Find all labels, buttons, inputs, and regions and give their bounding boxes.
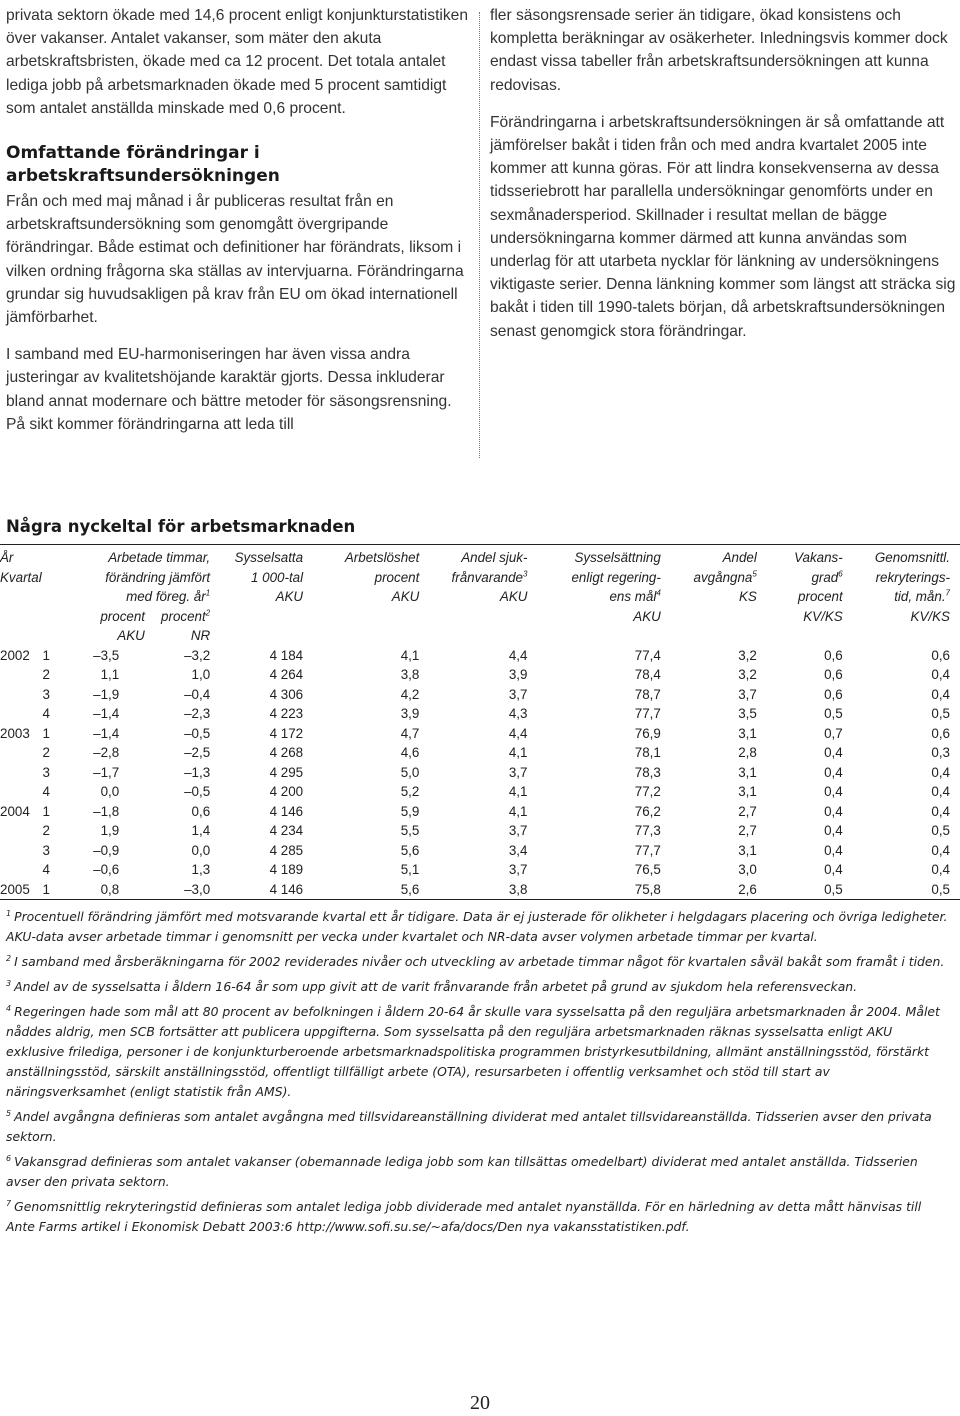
- table-row: [0, 821, 960, 841]
- table-cell-nr: 1,3: [191, 862, 211, 877]
- table-row: [0, 724, 960, 744]
- table-cell-unemp: 5,0: [400, 764, 420, 780]
- table-row: [0, 743, 960, 763]
- table-cell-unemp: 3,9: [400, 706, 420, 721]
- table-cell-unemp: 4,6: [400, 745, 420, 760]
- table-cell-sep: 2,7: [738, 803, 757, 819]
- table-cell-goal: 76,9: [634, 725, 661, 741]
- table-cell-emp: 4 306: [269, 686, 304, 702]
- table-cell-aku: –0,6: [93, 862, 120, 877]
- table-cell-aku: –1,4: [93, 725, 120, 741]
- table-cell-rec: 0,3: [931, 745, 950, 760]
- table-cell-nr: 0,6: [191, 803, 211, 819]
- table-cell-rec: 0,6: [931, 725, 950, 741]
- table-cell-sick: 4,3: [508, 706, 528, 721]
- table-cell-nr: 0,0: [191, 842, 211, 858]
- table-cell-q: 3: [42, 842, 50, 858]
- table-cell-sick: 3,4: [508, 842, 528, 858]
- table-cell-sick: 3,7: [508, 686, 528, 702]
- table-cell-nr: –3,2: [184, 647, 211, 663]
- table-cell-sick: 3,8: [419, 880, 527, 900]
- header-separations: Andel avgångna$^5$ KS: [693, 550, 757, 604]
- table-cell-aku: 1,1: [100, 667, 120, 682]
- key-figures-table: [0, 548, 960, 900]
- table-cell-goal: 78,7: [634, 686, 661, 702]
- table-cell-sep: 3,2: [738, 647, 757, 663]
- table-cell-aku: –1,9: [93, 686, 120, 702]
- table-cell-unemp: 5,1: [400, 862, 420, 877]
- table-cell-vac: 0,4: [824, 784, 843, 799]
- table-cell-sep: 3,1: [738, 725, 757, 741]
- table-cell-goal: 77,7: [634, 706, 661, 721]
- body-paragraph: Förändringarna i arbetskraftsundersökningen är så omfattande att jämförelser bakåt i tiden från och med andra kvartalet 2005 inte kommer att kunna göras. För att lindra konsekvenserna av dessa tidsseriebrott har parallella undersökningar genomförts under en sexmånadersperiod. Skillnader i resultat mellan de bägge undersökningarna kommer därmed att kunna användas som underlag för att utarbeta nycklar för länkning av undersökningens viktigaste serier. Denna länkning kommer som längst att sträcka sig bakåt i tiden till 1990-talets början, då arbetskraftsundersökningen senast genomgick stora förändringar.: [490, 113, 956, 340]
- table-cell-goal: 77,7: [634, 842, 661, 858]
- table-cell-vac: 0,5: [824, 706, 843, 721]
- table-cell-q: 2: [42, 823, 50, 838]
- header-employment-goal: Sysselsättning enligt regering- ens mål$^4$ AKU: [571, 550, 661, 624]
- footnote-text: Procentuell förändring jämfört med motsvarande kvartal ett år tidigare. Data är ej justerade för olikheter i helgdagars placering och övriga ledigheter. AKU-data avser arbetade timmar i genomsnitt per vecka under kvartalet och NR-data avser volymen arbetade timmar per kvartal.: [6, 909, 948, 944]
- header-year: År Kvartal: [0, 550, 42, 585]
- header-vacancy-rate: Vakans- grad$^6$ procent KV/KS: [794, 550, 843, 624]
- footnote-text: I samband med årsberäkningarna för 2002 reviderades nivåer och utveckling av arbetade timmar något för kvartalen såväl bakåt som framåt i tiden.: [14, 954, 945, 969]
- table-cell-emp: 4 200: [269, 784, 304, 799]
- table-body: [0, 646, 960, 900]
- header-sick-absence: Andel sjuk- frånvarande$^3$ AKU: [451, 550, 528, 604]
- header-employed: Sysselsatta 1 000-tal AKU: [234, 550, 304, 604]
- table-cell-sep: 3,5: [738, 706, 757, 721]
- table-cell-year: 2002: [0, 647, 30, 663]
- table-cell-nr: –0,4: [184, 686, 211, 702]
- table-cell-emp: 4 264: [269, 667, 304, 682]
- header-recruitment-time: Genomsnittl. rekryterings- tid, mån.$^7$ KV/KS: [874, 550, 950, 624]
- table-cell-goal: 76,5: [634, 862, 661, 877]
- table-cell-sep: 2,6: [661, 880, 757, 900]
- footnote-text: Vakansgrad definieras som antalet vakanser (obemannade lediga jobb som kan tillsättas omedelbart) dividerat med antalet anställda. Tidsserien avser den privata sektorn.: [6, 1154, 918, 1189]
- table-cell-q: 1: [42, 725, 50, 741]
- table-cell-goal: 77,4: [634, 647, 661, 663]
- footnote: [6, 952, 950, 972]
- table-cell-unemp: 5,9: [400, 803, 420, 819]
- page-number: 20: [470, 1392, 490, 1414]
- column-divider: [479, 12, 480, 458]
- footnote-text: Andel av de sysselsatta i åldern 16-64 år som upp givit att de varit frånvarande från arbetet på grund av sjukdom hela referensveckan.: [14, 979, 858, 994]
- table-cell-year: 2003: [0, 725, 30, 741]
- footnote-text: Andel avgångna definieras som antalet avgångna med tillsvidareanställning dividerat med antalet tillsvidareanställda. Tidsserien avser den privata sektorn.: [6, 1109, 932, 1144]
- table-cell-sick: 3,7: [508, 823, 528, 838]
- table-header-row: [0, 548, 960, 646]
- table-cell-nr: –2,5: [184, 745, 211, 760]
- table-cell-q: 4: [42, 706, 50, 721]
- table-cell-emp: 4 234: [269, 823, 304, 838]
- table-row: [0, 802, 960, 822]
- table-cell-sep: 2,8: [738, 745, 757, 760]
- table-row: [0, 841, 960, 861]
- table-cell-sick: 3,9: [508, 667, 528, 682]
- table-cell-sick: 4,1: [508, 745, 528, 760]
- table-cell-sick: 4,4: [508, 647, 528, 663]
- table-cell-goal: 78,1: [634, 745, 661, 760]
- table-cell-sick: 3,7: [508, 862, 528, 877]
- section-heading: Omfattande förändringar i arbetskraftsundersökningen: [6, 143, 280, 187]
- footnote-number: 1: [6, 908, 12, 918]
- table-cell-nr: –0,5: [184, 725, 211, 741]
- table-cell-rec: 0,4: [931, 667, 950, 682]
- table-cell-emp: 4 146: [269, 803, 304, 819]
- table-top-rule: [0, 544, 960, 545]
- table-cell-unemp: 4,2: [400, 686, 420, 702]
- table-cell-vac: 0,4: [824, 745, 843, 760]
- table-cell-rec: 0,6: [931, 647, 950, 663]
- table-cell-sep: 3,7: [738, 686, 757, 702]
- table-cell-rec: 0,4: [931, 686, 950, 702]
- table-cell-unemp: 5,2: [400, 784, 420, 799]
- table-cell-q: 4: [42, 784, 50, 799]
- footnote-number: 7: [6, 1198, 12, 1208]
- table-cell-rec: 0,4: [931, 764, 950, 780]
- table-cell-unemp: 5,6: [303, 880, 419, 900]
- table-cell-year: [0, 860, 42, 880]
- table-cell-rec: 0,5: [931, 706, 950, 721]
- table-cell-goal: 77,3: [634, 823, 661, 838]
- footnote-number: 5: [6, 1108, 12, 1118]
- body-paragraph: Från och med maj månad i år publiceras resultat från en arbetskraftsundersökning som genomgått övergripande förändringar. Både estimat och definitioner har förändrats, liksom i vilken ordning frågorna ska ställas av intervjuarna. Förändringarna grundar sig huvudsakligen på krav från EU om ökad internationell jämförbarhet.: [6, 193, 464, 327]
- table-cell-goal: 75,8: [527, 880, 660, 900]
- footnote: [6, 1152, 950, 1192]
- table-cell-nr: 1,0: [191, 667, 211, 682]
- table-cell-sep: 3,0: [738, 862, 757, 877]
- table-cell-sick: 3,7: [508, 764, 528, 780]
- table-row: [0, 646, 960, 666]
- table-cell-goal: 78,4: [634, 667, 661, 682]
- table-cell-sep: 3,2: [738, 667, 757, 682]
- table-cell-sep: 2,7: [738, 823, 757, 838]
- table-cell-sep: 3,1: [738, 784, 757, 799]
- table-cell-aku: –2,8: [93, 745, 120, 760]
- table-cell-q: 1: [42, 803, 50, 819]
- table-cell-vac: 0,5: [757, 880, 843, 900]
- table-cell-emp: 4 268: [269, 745, 304, 760]
- table-cell-emp: 4 172: [269, 725, 304, 741]
- table-cell-emp: 4 223: [269, 706, 304, 721]
- table-row: [0, 880, 960, 900]
- table-cell-goal: 76,2: [634, 803, 661, 819]
- table-cell-vac: 0,6: [824, 667, 843, 682]
- table-row: [0, 860, 960, 880]
- table-cell-aku: –3,5: [93, 647, 120, 663]
- table-cell-year: 2004: [0, 803, 30, 819]
- footnote-number: 6: [6, 1153, 12, 1163]
- table-cell-aku: –1,7: [93, 764, 120, 780]
- table-cell-emp: 4 295: [269, 764, 304, 780]
- right-text-column: [490, 4, 958, 357]
- table-cell-nr: 1,4: [191, 823, 211, 838]
- table-cell-aku: –1,8: [93, 803, 120, 819]
- table-cell-aku: –0,9: [93, 842, 120, 858]
- table-cell-year: [0, 782, 42, 802]
- table-row: [0, 763, 960, 783]
- table-cell-vac: 0,6: [824, 686, 843, 702]
- table-cell-year: [0, 665, 42, 685]
- footnote: [6, 1107, 950, 1147]
- table-cell-rec: 0,4: [931, 803, 950, 819]
- table-cell-vac: 0,4: [824, 823, 843, 838]
- table-cell-sick: 4,1: [508, 803, 528, 819]
- header-hours: Arbetade timmar, förändring jämfört med föreg. $år^1$ procent procent$^2$ AKU NR: [100, 550, 211, 643]
- table-row: [0, 685, 960, 705]
- body-paragraph: fler säsongsrensade serier än tidigare, ökad konsistens och kompletta beräkningar av osäkerheter. Inledningsvis kommer dock endast vissa tabeller från arbetskraftsundersökningen att kunna redovisas.: [490, 7, 948, 94]
- table-cell-unemp: 5,5: [400, 823, 420, 838]
- footnote-number: 2: [6, 953, 12, 963]
- footnote: [6, 1197, 950, 1237]
- table-cell-vac: 0,4: [824, 764, 843, 780]
- table-cell-nr: –3,0: [119, 880, 210, 900]
- table-cell-vac: 0,4: [824, 803, 843, 819]
- table-cell-q: 2: [42, 745, 50, 760]
- footnote-number: 3: [6, 978, 12, 988]
- table-cell-unemp: 3,8: [400, 667, 420, 682]
- table-cell-rec: 0,5: [931, 823, 950, 838]
- footnote-text: Regeringen hade som mål att 80 procent av befolkningen i åldern 20-64 år skulle vara sysselsatta på den reguljära arbetsmarknaden år 2004. Målet nåddes aldrig, men SCB fortsätter att publicera uppgifterna. Som sysselsatta på den reguljära arbetsmarknaden räknas sysselsatta enligt AKU exklusive frilediga, personer i de konjunkturberoende arbetsmarknadspolitiska programmen bristyrkesutbildning, allmänt anställningsstöd, förstärkt anställningsstöd, särskilt anställningsstöd, offentligt tillfälligt arbete (OTA), resursarbeten i offentlig verksamhet och stöd till start av näringsverksamhet (enligt statistik från AMS).: [6, 1004, 940, 1099]
- table-cell-sep: 3,1: [738, 764, 757, 780]
- header-unemployment: Arbetslöshet procent AKU: [344, 550, 420, 604]
- table-cell-sick: 4,1: [508, 784, 528, 799]
- table-cell-year: [0, 704, 42, 724]
- table-cell-nr: –0,5: [184, 784, 211, 799]
- table-title: Några nyckeltal för arbetsmarknaden: [6, 517, 356, 536]
- table-cell-unemp: 4,7: [400, 725, 420, 741]
- table-cell-vac: 0,6: [824, 647, 843, 663]
- table-cell-nr: –1,3: [184, 764, 211, 780]
- table-cell-aku: –1,4: [93, 706, 120, 721]
- table-cell-sick: 4,4: [508, 725, 528, 741]
- table-cell-rec: 0,5: [843, 880, 960, 900]
- table-cell-vac: 0,4: [824, 842, 843, 858]
- table-cell-vac: 0,7: [824, 725, 843, 741]
- table-cell-rec: 0,4: [931, 784, 950, 799]
- table-cell-vac: 0,4: [824, 862, 843, 877]
- footnote-text: Genomsnittlig rekryteringstid definieras som antalet lediga jobb dividerade med antalet nyanställda. För en härledning av detta mått hänvisas till Ante Farms artikel i Ekonomisk Debatt 2003:6 http://www.sofi.su.se/~afa/docs/Den nya vakansstatistiken.pdf.: [6, 1199, 922, 1234]
- table-cell-sep: 3,1: [738, 842, 757, 858]
- table-cell-emp: 4 146: [210, 880, 303, 900]
- table-cell-year: [0, 763, 42, 783]
- table-cell-year: [0, 685, 42, 705]
- table-cell-q: 4: [42, 862, 50, 877]
- left-text-column: [6, 4, 468, 450]
- table-cell-q: 3: [42, 686, 50, 702]
- footnotes: [6, 907, 950, 1242]
- table-cell-rec: 0,4: [931, 842, 950, 858]
- table-row: [0, 704, 960, 724]
- table-cell-aku: 1,9: [100, 823, 120, 838]
- table-cell-year: [0, 841, 42, 861]
- table-cell-goal: 78,3: [634, 764, 661, 780]
- table-cell-q: 3: [42, 764, 50, 780]
- table-cell-year: 2005: [0, 880, 42, 900]
- table-cell-q: 1: [42, 647, 50, 663]
- table-cell-year: [0, 743, 42, 763]
- table-cell-nr: –2,3: [184, 706, 211, 721]
- table-cell-unemp: 4,1: [400, 647, 420, 663]
- footnote-number: 4: [6, 1003, 12, 1013]
- body-paragraph: I samband med EU-harmoniseringen har även vissa andra justeringar av kvalitetshöjande karaktär gjorts. Dessa inkluderar bland annat modernare och bättre metoder för säsongsrensning. På sikt kommer förändringarna att leda till: [6, 346, 452, 433]
- table-cell-q: 2: [42, 667, 50, 682]
- table-row: [0, 782, 960, 802]
- table-cell-year: [0, 821, 42, 841]
- footnote: [6, 1002, 950, 1102]
- table-cell-aku: 0,8: [57, 880, 120, 900]
- table-cell-emp: 4 184: [269, 647, 304, 663]
- table-cell-rec: 0,4: [931, 862, 950, 877]
- table-cell-unemp: 5,6: [400, 842, 420, 858]
- table-cell-q: 1: [42, 880, 56, 900]
- footnote: [6, 907, 950, 947]
- table-cell-goal: 77,2: [634, 784, 661, 799]
- table-cell-emp: 4 189: [269, 862, 304, 877]
- table-cell-emp: 4 285: [269, 842, 304, 858]
- footnote: [6, 977, 950, 997]
- intro-paragraph: privata sektorn ökade med 14,6 procent enligt konjunkturstatistiken över vakanser. Antalet vakanser, som mäter den akuta arbetskraftsbristen, ökade med ca 12 procent. Det totala antalet lediga jobb på arbetsmarknaden ökade med 5 procent samtidigt som antalet anställda minskade med 0,6 procent.: [6, 7, 469, 117]
- table-cell-aku: 0,0: [100, 784, 120, 799]
- table-row: [0, 665, 960, 685]
